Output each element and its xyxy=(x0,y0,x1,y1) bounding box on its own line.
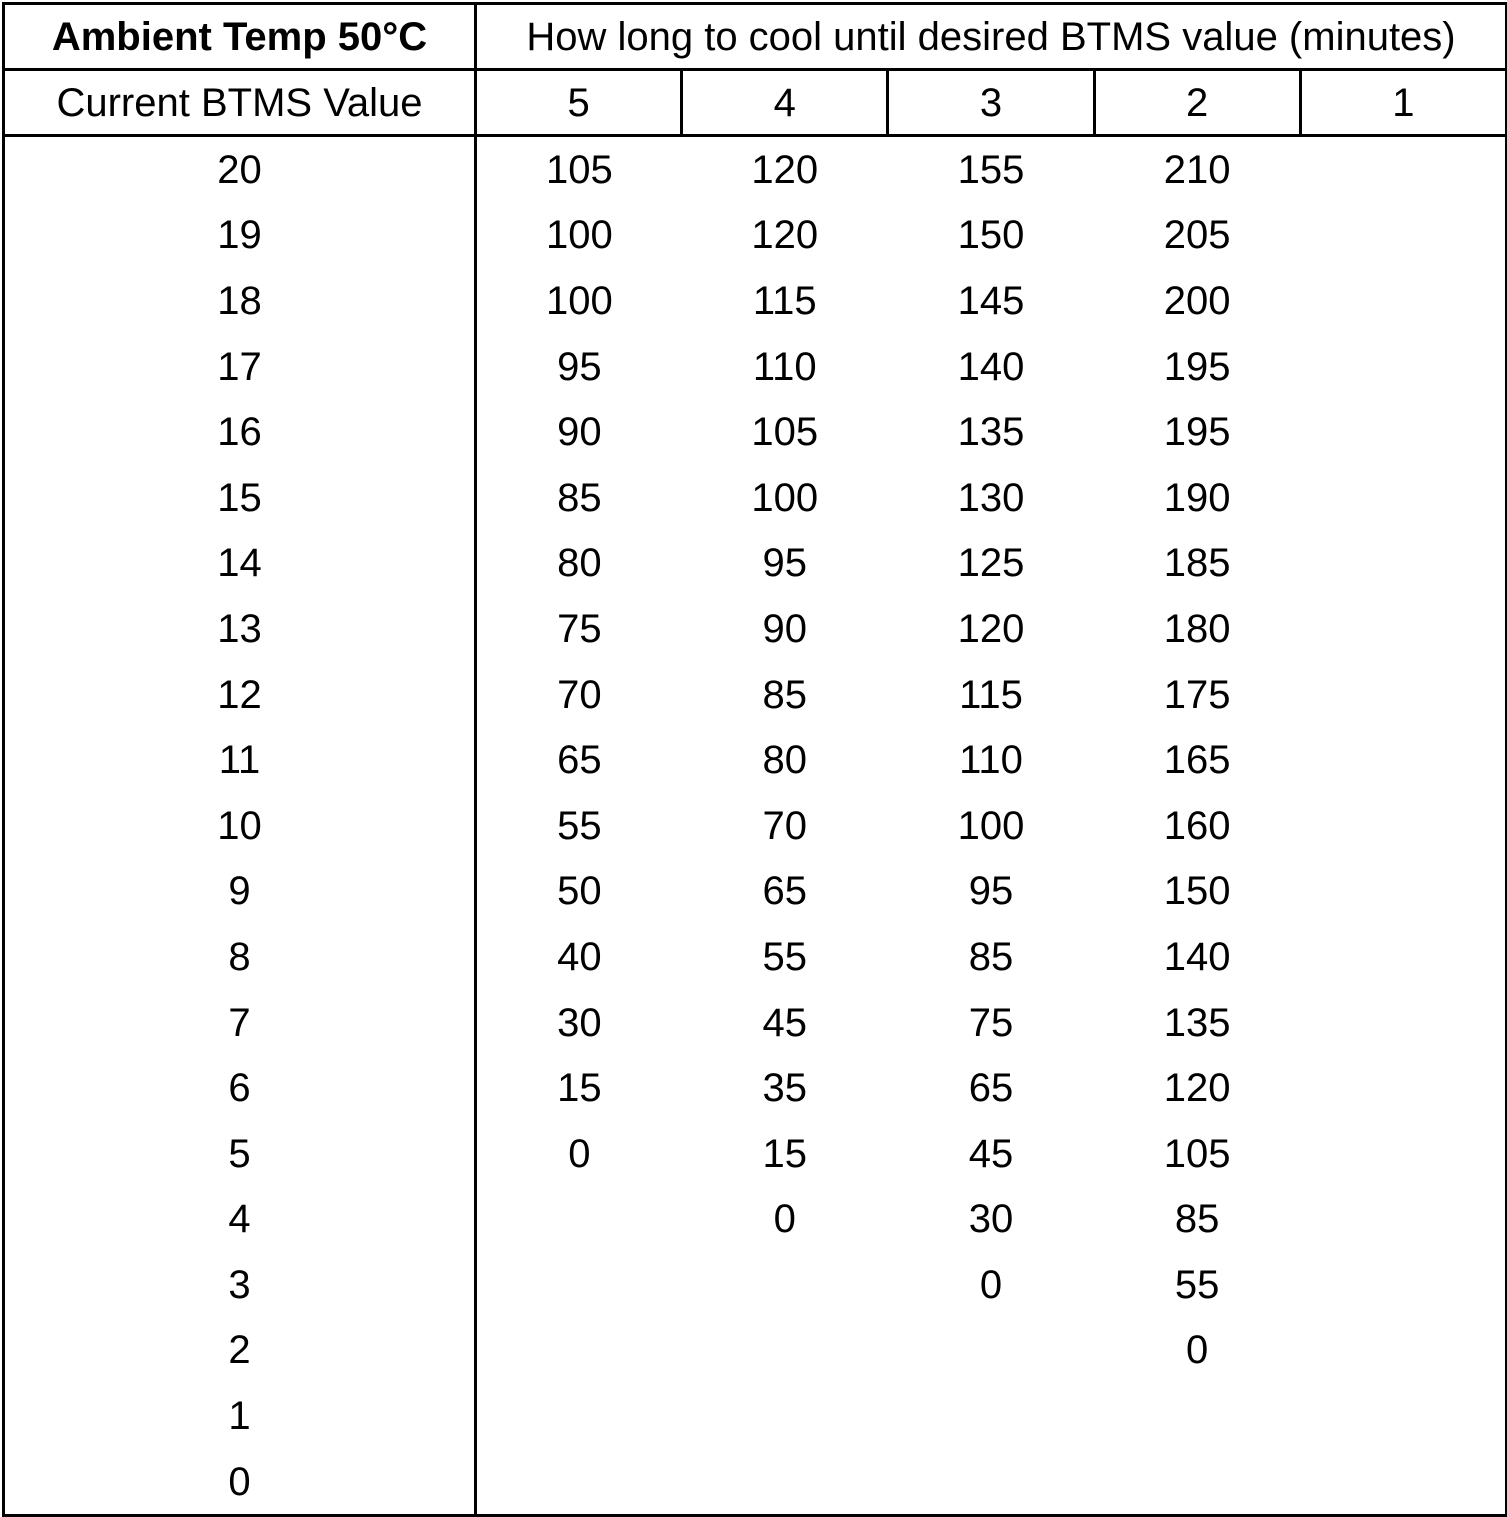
cool-minutes-cell: 80 xyxy=(476,531,682,597)
cool-minutes-cell xyxy=(1300,596,1506,662)
cool-minutes-cell: 75 xyxy=(968,1000,1014,1045)
cool-minutes-cell xyxy=(1300,268,1506,334)
cool-minutes-cell xyxy=(1300,531,1506,597)
cool-minutes-cell xyxy=(1094,1383,1300,1449)
current-btms-value: 8 xyxy=(4,924,476,990)
table-row xyxy=(4,399,1507,465)
cool-minutes-cell xyxy=(682,1383,888,1449)
cool-minutes-cell: 135 xyxy=(1163,1000,1231,1045)
cool-minutes-cell: 100 xyxy=(476,203,682,269)
cool-minutes-cell: 100 xyxy=(476,268,682,334)
cool-minutes-cell: 160 xyxy=(1163,803,1231,848)
cool-minutes-cell: 0 xyxy=(979,1262,1003,1307)
cool-minutes-cell: 200 xyxy=(1163,278,1231,323)
table-row xyxy=(4,1055,1507,1121)
table-row xyxy=(4,465,1507,531)
cool-minutes-cell: 130 xyxy=(957,475,1025,520)
cool-minutes-cell xyxy=(1300,136,1506,203)
cool-minutes-cell: 140 xyxy=(1163,934,1231,979)
cool-minutes-cell xyxy=(682,1318,888,1384)
cool-minutes-cell: 175 xyxy=(1163,672,1231,717)
table-row xyxy=(4,662,1507,728)
cool-minutes-cell: 105 xyxy=(476,136,682,203)
cool-minutes-cell: 210 xyxy=(1163,147,1231,192)
cool-minutes-cell: 75 xyxy=(476,596,682,662)
cool-minutes-cell xyxy=(1300,399,1506,465)
cool-minutes-cell: 95 xyxy=(968,869,1014,914)
cool-minutes-cell xyxy=(1300,465,1506,531)
table-row xyxy=(4,1383,1507,1449)
table-row xyxy=(4,924,1507,990)
cool-minutes-cell: 100 xyxy=(957,803,1025,848)
cool-minutes-cell xyxy=(1300,924,1506,990)
table-row xyxy=(4,1187,1507,1253)
cool-minutes-cell: 125 xyxy=(957,541,1025,586)
cool-duration-header: How long to cool until desired BTMS value (minutes) xyxy=(476,4,1507,70)
current-btms-value: 1 xyxy=(4,1383,476,1449)
minutes-header-3: 3 xyxy=(888,70,1094,136)
minutes-header-5: 5 xyxy=(476,70,682,136)
cool-minutes-cell: 80 xyxy=(762,738,808,783)
cool-minutes-cell: 185 xyxy=(1163,541,1231,586)
minutes-header-1: 1 xyxy=(1300,70,1506,136)
cool-minutes-cell: 55 xyxy=(762,934,808,979)
cool-minutes-cell: 70 xyxy=(762,803,808,848)
current-btms-value: 12 xyxy=(4,662,476,728)
cool-minutes-cell xyxy=(1300,1318,1506,1384)
cool-minutes-cell: 45 xyxy=(762,1000,808,1045)
cool-minutes-cell: 120 xyxy=(751,213,819,258)
cool-minutes-cell xyxy=(1300,334,1506,400)
current-btms-value: 16 xyxy=(4,399,476,465)
table-row xyxy=(4,1121,1507,1187)
current-btms-value: 10 xyxy=(4,793,476,859)
cool-minutes-cell: 0 xyxy=(773,1197,796,1242)
current-btms-value: 5 xyxy=(4,1121,476,1187)
cool-minutes-cell xyxy=(1300,1383,1506,1449)
current-btms-value: 17 xyxy=(4,334,476,400)
btms-cooling-table-container xyxy=(2,2,1505,1511)
cool-minutes-cell: 115 xyxy=(752,278,817,323)
current-btms-value: 4 xyxy=(4,1187,476,1253)
table-row xyxy=(4,727,1507,793)
cool-minutes-cell: 100 xyxy=(751,475,819,520)
cool-minutes-cell xyxy=(888,1449,1094,1516)
current-btms-value: 18 xyxy=(4,268,476,334)
table-row xyxy=(4,268,1507,334)
cool-minutes-cell: 65 xyxy=(762,869,808,914)
current-btms-value: 15 xyxy=(4,465,476,531)
cool-minutes-cell: 165 xyxy=(1163,738,1231,783)
cool-minutes-cell xyxy=(1300,1449,1506,1516)
cool-minutes-cell: 85 xyxy=(968,934,1014,979)
cool-minutes-cell: 190 xyxy=(1163,475,1231,520)
current-btms-value: 11 xyxy=(4,727,476,793)
current-btms-value: 13 xyxy=(4,596,476,662)
current-btms-value: 0 xyxy=(4,1449,476,1516)
cool-minutes-cell: 195 xyxy=(1163,344,1231,389)
cool-minutes-cell xyxy=(1300,1187,1506,1253)
cool-minutes-cell xyxy=(476,1252,682,1318)
current-btms-value: 2 xyxy=(4,1318,476,1384)
current-btms-value: 3 xyxy=(4,1252,476,1318)
cool-minutes-cell: 15 xyxy=(476,1055,682,1121)
cool-minutes-cell: 90 xyxy=(476,399,682,465)
cool-minutes-cell xyxy=(1300,1252,1506,1318)
cool-minutes-cell xyxy=(1094,1449,1300,1516)
current-btms-value: 14 xyxy=(4,531,476,597)
cool-minutes-cell: 135 xyxy=(957,410,1025,455)
cool-minutes-cell: 65 xyxy=(476,727,682,793)
table-row xyxy=(4,1318,1507,1384)
cool-minutes-cell: 155 xyxy=(957,147,1025,192)
cool-minutes-cell: 85 xyxy=(762,672,808,717)
cool-minutes-cell xyxy=(1300,1121,1506,1187)
table-row xyxy=(4,859,1507,925)
cool-minutes-cell xyxy=(682,1252,888,1318)
cool-minutes-cell: 105 xyxy=(1163,1131,1231,1176)
current-btms-value: 6 xyxy=(4,1055,476,1121)
table-row xyxy=(4,334,1507,400)
current-btms-value: 20 xyxy=(4,136,476,203)
cool-minutes-cell: 65 xyxy=(968,1066,1014,1111)
cool-minutes-cell xyxy=(1300,990,1506,1056)
cool-minutes-cell: 150 xyxy=(957,213,1025,258)
cool-minutes-cell: 145 xyxy=(957,278,1025,323)
btms-cooling-table xyxy=(2,2,1507,1517)
cool-minutes-cell: 105 xyxy=(751,410,819,455)
cool-minutes-cell: 0 xyxy=(476,1121,682,1187)
cool-minutes-cell: 150 xyxy=(1163,869,1231,914)
current-btms-header: Current BTMS Value xyxy=(4,70,476,136)
table-row xyxy=(4,793,1507,859)
table-row xyxy=(4,203,1507,269)
current-btms-value: 9 xyxy=(4,859,476,925)
table-row xyxy=(4,136,1507,203)
cool-minutes-cell: 55 xyxy=(1174,1262,1220,1307)
cool-minutes-cell xyxy=(1300,859,1506,925)
cool-minutes-cell: 0 xyxy=(1186,1328,1209,1373)
cool-minutes-cell xyxy=(476,1187,682,1253)
cool-minutes-cell: 30 xyxy=(476,990,682,1056)
cool-minutes-cell: 30 xyxy=(968,1197,1014,1242)
minutes-header-2: 2 xyxy=(1094,70,1300,136)
cool-minutes-cell: 85 xyxy=(1174,1197,1220,1242)
cool-minutes-cell: 120 xyxy=(1163,1066,1231,1111)
table-row xyxy=(4,531,1507,597)
cool-minutes-cell xyxy=(476,1449,682,1516)
cool-minutes-cell: 90 xyxy=(762,606,808,651)
table-row xyxy=(4,1449,1507,1516)
cool-minutes-cell: 180 xyxy=(1163,606,1231,651)
cool-minutes-cell: 110 xyxy=(959,738,1023,783)
current-btms-value: 19 xyxy=(4,203,476,269)
table-row xyxy=(4,596,1507,662)
cool-minutes-cell: 95 xyxy=(476,334,682,400)
cool-minutes-cell xyxy=(682,1449,888,1516)
minutes-header-4: 4 xyxy=(682,70,888,136)
cool-minutes-cell: 205 xyxy=(1163,213,1231,258)
cool-minutes-cell xyxy=(888,1383,1094,1449)
cool-minutes-cell: 115 xyxy=(959,672,1023,717)
cool-minutes-cell: 40 xyxy=(476,924,682,990)
cool-minutes-cell: 50 xyxy=(476,859,682,925)
cool-minutes-cell: 55 xyxy=(476,793,682,859)
header-row-title xyxy=(4,4,1507,70)
current-btms-value: 7 xyxy=(4,990,476,1056)
cool-minutes-cell xyxy=(1300,203,1506,269)
cool-minutes-cell: 95 xyxy=(762,541,808,586)
cool-minutes-cell xyxy=(1300,727,1506,793)
cool-minutes-cell: 120 xyxy=(751,147,819,192)
cool-minutes-cell xyxy=(1300,793,1506,859)
cool-minutes-cell: 15 xyxy=(762,1131,808,1176)
table-row xyxy=(4,990,1507,1056)
cool-minutes-cell xyxy=(476,1383,682,1449)
cool-minutes-cell xyxy=(476,1318,682,1384)
cool-minutes-cell: 45 xyxy=(968,1131,1014,1176)
cool-minutes-cell: 70 xyxy=(476,662,682,728)
cool-minutes-cell: 195 xyxy=(1163,410,1231,455)
cool-minutes-cell: 140 xyxy=(957,344,1025,389)
ambient-temp-header: Ambient Temp 50°C xyxy=(4,4,476,70)
cool-minutes-cell xyxy=(1300,1055,1506,1121)
cool-minutes-cell xyxy=(1300,662,1506,728)
cool-minutes-cell: 35 xyxy=(762,1066,808,1111)
table-row xyxy=(4,1252,1507,1318)
header-row-minutes xyxy=(4,70,1507,136)
cool-minutes-cell: 120 xyxy=(957,606,1025,651)
cool-minutes-cell xyxy=(888,1318,1094,1384)
cool-minutes-cell: 85 xyxy=(476,465,682,531)
cool-minutes-cell: 110 xyxy=(752,344,817,389)
